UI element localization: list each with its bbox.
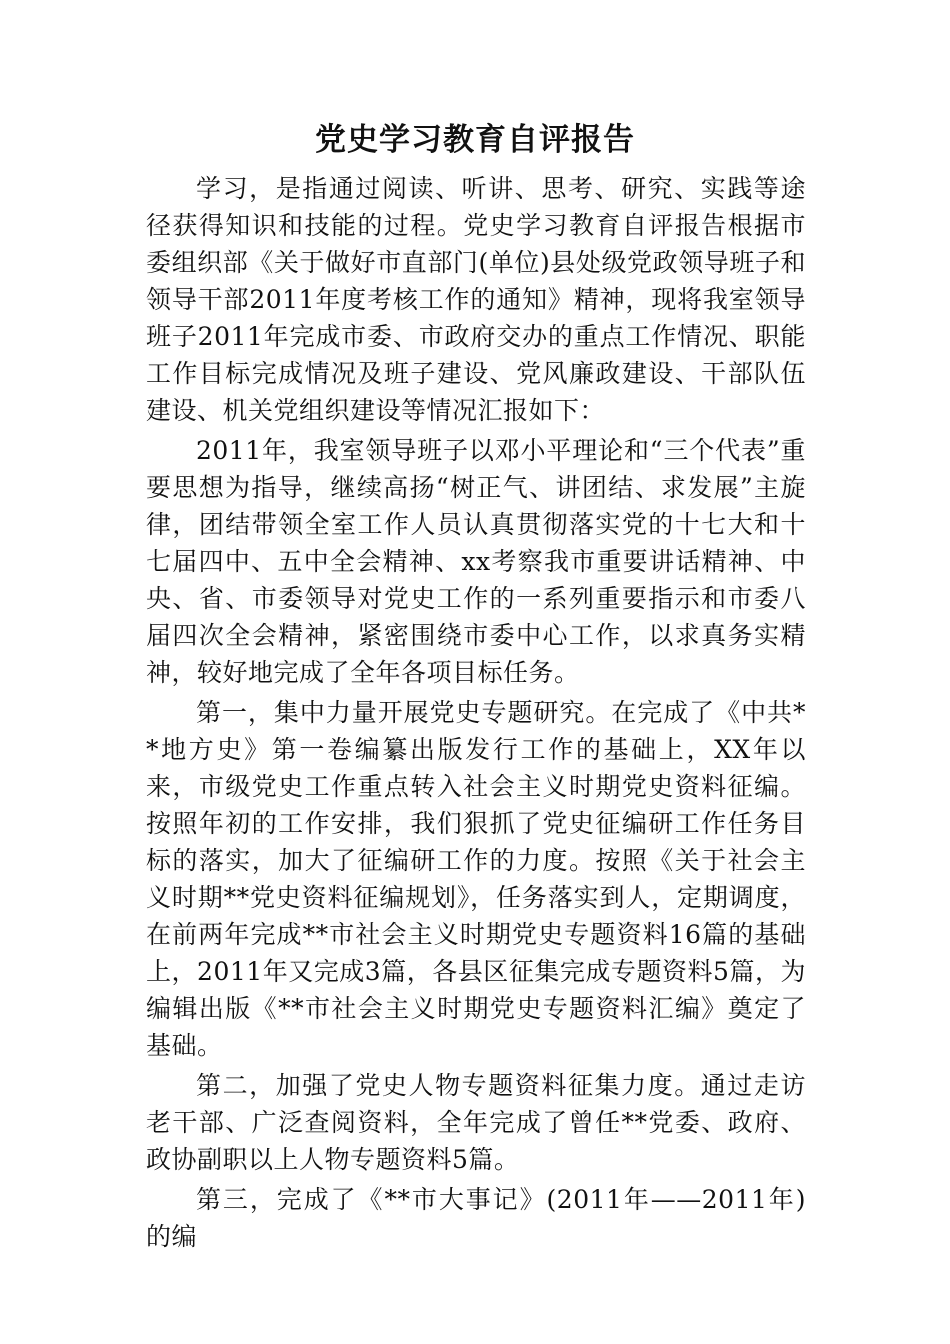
paragraph-first-research: 第一，集中力量开展党史专题研究。在完成了《中共**地方史》第一卷编纂出版发行工作的基础上，XX年以来，市级党史工作重点转入社会主义时期党史资料征编。按照年初的工作安排，我们狠抓了党史征编研工作任务目标的落实，加大了征编研工作的力度。按照《关于社会主义时期**党史资料征编规划》，任务落实到人，定期调度，在前两年完成**市社会主义时期党史专题资料16篇的基础上，2011年又完成3篇，各县区征集完成专题资料5篇，为编辑出版《**市社会主义时期党史专题资料汇编》奠定了基础。 — [146, 698, 806, 1060]
document-body — [146, 170, 806, 1255]
paragraph-overview-2011: 2011年，我室领导班子以邓小平理论和“三个代表”重要思想为指导，继续高扬“树正气、讲团结、求发展”主旋律，团结带领全室工作人员认真贯彻落实党的十七大和十七届四中、五中全会精神、xx考察我市重要讲话精神、中央、省、市委领导对党史工作的一系列重要指示和市委八届四次全会精神，紧密围绕市委中心工作，以求真务实精神，较好地完成了全年各项目标任务。 — [146, 436, 806, 687]
paragraph-third-chronicle: 第三，完成了《**市大事记》(2011年——2011年)的编 — [146, 1185, 806, 1251]
paragraph-second-figures: 第二，加强了党史人物专题资料征集力度。通过走访老干部、广泛查阅资料，全年完成了曾任**党委、政府、政协副职以上人物专题资料5篇。 — [146, 1071, 806, 1174]
document-title: 党史学习教育自评报告 — [315, 122, 635, 158]
paragraph-intro: 学习，是指通过阅读、听讲、思考、研究、实践等途径获得知识和技能的过程。党史学习教育自评报告根据市委组织部《关于做好市直部门(单位)县处级党政领导班子和领导干部2011年度考核工作的通知》精神，现将我室领导班子2011年完成市委、市政府交办的重点工作情况、职能工作目标完成情况及班子建设、党风廉政建设、干部队伍建设、机关党组织建设等情况汇报如下： — [146, 174, 806, 425]
